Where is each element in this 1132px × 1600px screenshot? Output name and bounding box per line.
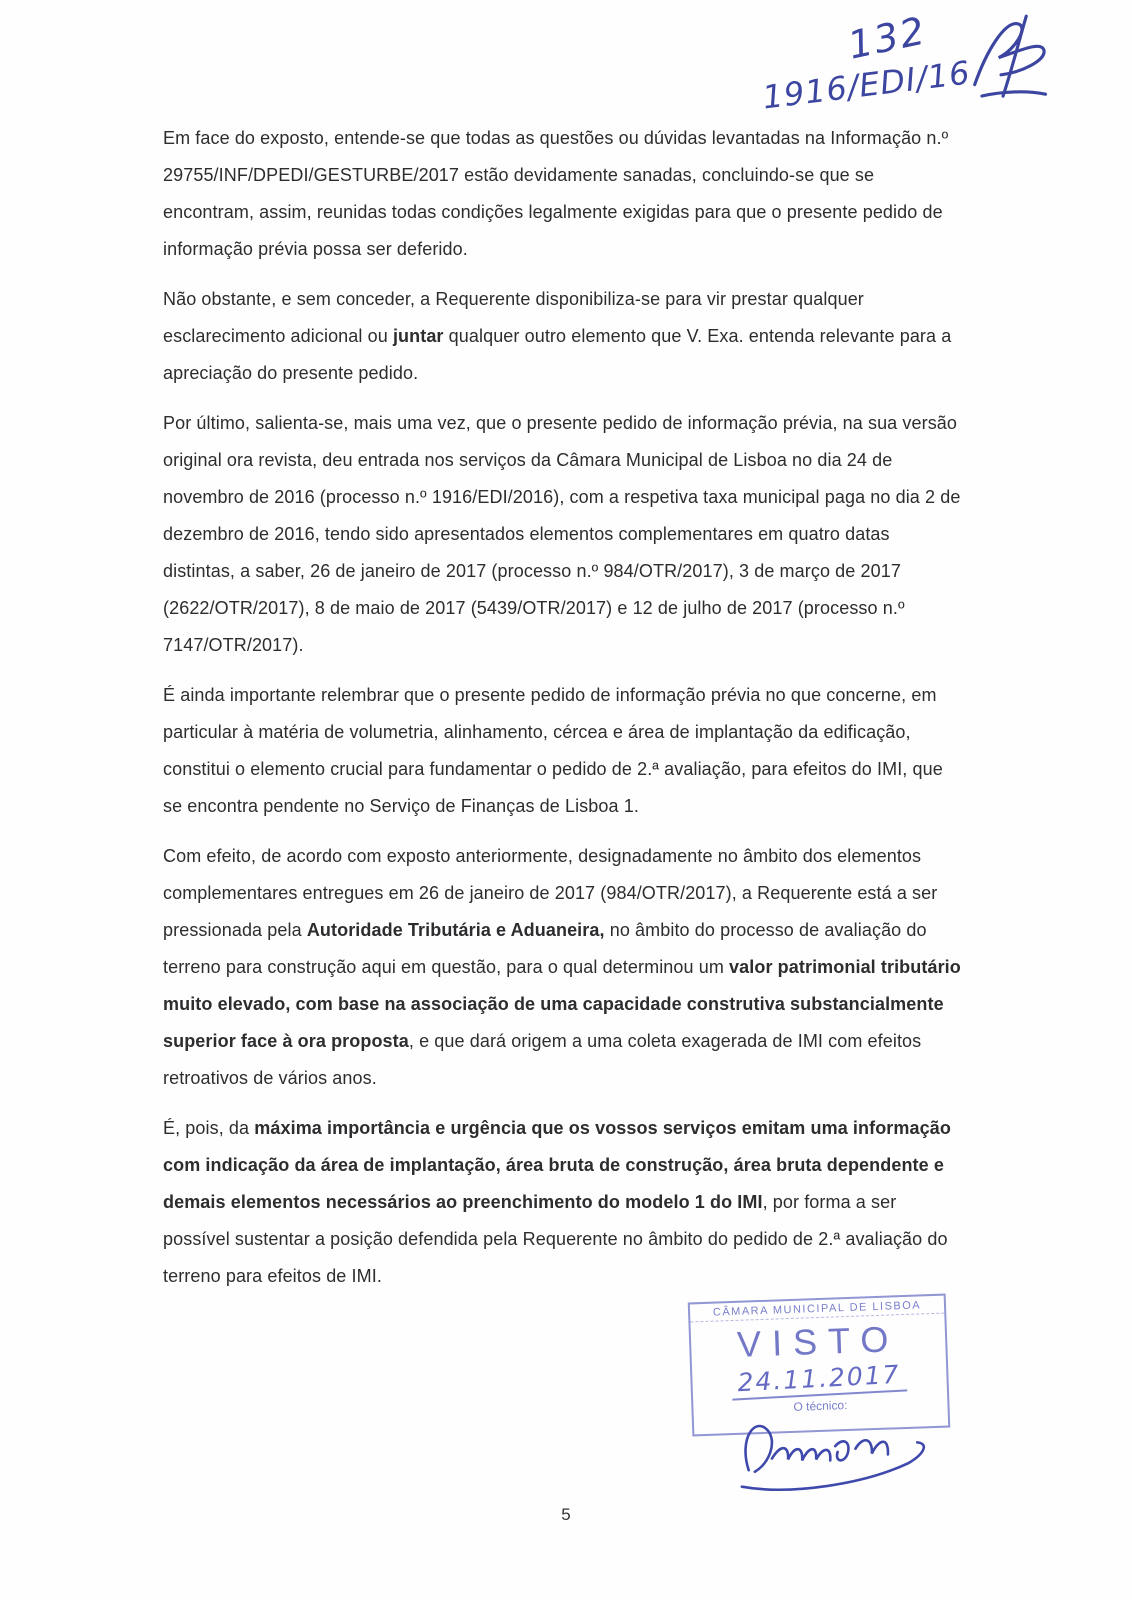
text-run: , por forma a ser possível sustentar a posição defendida pela Requerente no âmbito do pedido de 2.ª avaliação do terreno para efeitos de IMI. [163,1192,948,1286]
paragraph [163,281,963,392]
paragraph [163,405,963,664]
stamp-role-label: O técnico: [793,1398,848,1414]
text-run: Em face do exposto, entende-se que todas as questões ou dúvidas levantadas na Informação n.º 29755/INF/DPEDI/GESTURBE/2017 estão devidamente sanadas, concluindo-se que se encontram, assim, reunidas todas condições legalmente exigidas para que o presente pedido de informação prévia possa ser deferido. [163,128,949,259]
stamp-date: 24.11.2017 [731,1359,908,1400]
technician-signature-icon [728,1395,945,1519]
text-run: valor patrimonial tributário muito elevado, com base na associação de uma capacidade construtiva substancialmente superior face à ora proposta [163,957,961,1051]
paragraph [163,838,963,1097]
paragraph [163,677,963,825]
handwritten-process-number: 1916/EDI/16 [760,53,973,117]
handwritten-folio-number: 132 [844,8,931,68]
handwritten-signature-icon [947,1,1067,117]
text-run: máxima importância e urgência que os vossos serviços emitam uma informação com indicação da área de implantação, área bruta de construção, área bruta dependente e demais elementos necessários ao preenchimento do modelo 1 do IMI [163,1118,951,1212]
paragraph [163,1110,963,1295]
text-run: Autoridade Tributária e Aduaneira, [306,920,605,940]
text-run: Não obstante, e sem conceder, a Requerente disponibiliza-se para vir prestar qualquer esclarecimento adicional ou [163,289,864,346]
document-body [163,120,963,1308]
text-run: É, pois, da [163,1118,255,1138]
stamp-visto-label: VISTO [736,1318,901,1365]
stamp-header: CÂMARA MUNICIPAL DE LISBOA [690,1296,944,1323]
text-run: no âmbito do processo de avaliação do terreno para construção aqui em questão, para o qual determinou um [163,920,927,977]
text-run: Por último, salienta-se, mais uma vez, que o presente pedido de informação prévia, na sua versão original ora revista, deu entrada nos serviços da Câmara Municipal de Lisboa no dia 24 de novembro de 2016 (processo n.º 1916/EDI/2016), com a respetiva taxa municipal paga no dia 2 de dezembro de 2016, tendo sido apresentados elementos complementares em quatro datas distintas, a saber, 26 de janeiro de 2017 (processo n.º 984/OTR/2017), 3 de março de 2017 (2622/OTR/2017), 8 de maio de 2017 (5439/OTR/2017) e 12 de julho de 2017 (processo n.º 7147/OTR/2017). [163,413,961,655]
text-run: qualquer outro elemento que V. Exa. entenda relevante para a apreciação do presente pedido. [163,326,952,383]
text-run: juntar [392,326,444,346]
page-number: 5 [561,1505,571,1524]
paragraph [163,120,963,268]
text-run: , e que dará origem a uma coleta exagerada de IMI com efeitos retroativos de vários anos. [163,1031,922,1088]
text-run: Com efeito, de acordo com exposto anteriormente, designadamente no âmbito dos elementos complementares entregues em 26 de janeiro de 2017 (984/OTR/2017), a Requerente está a ser pressionada pela [163,846,938,940]
text-run: É ainda importante relembrar que o presente pedido de informação prévia no que concerne, em particular à matéria de volumetria, alinhamento, cércea e área de implantação da edificação, constitui o elemento crucial para fundamentar o pedido de 2.ª avaliação, para efeitos do IMI, que se encontra pendente no Serviço de Finanças de Lisboa 1. [163,685,943,816]
